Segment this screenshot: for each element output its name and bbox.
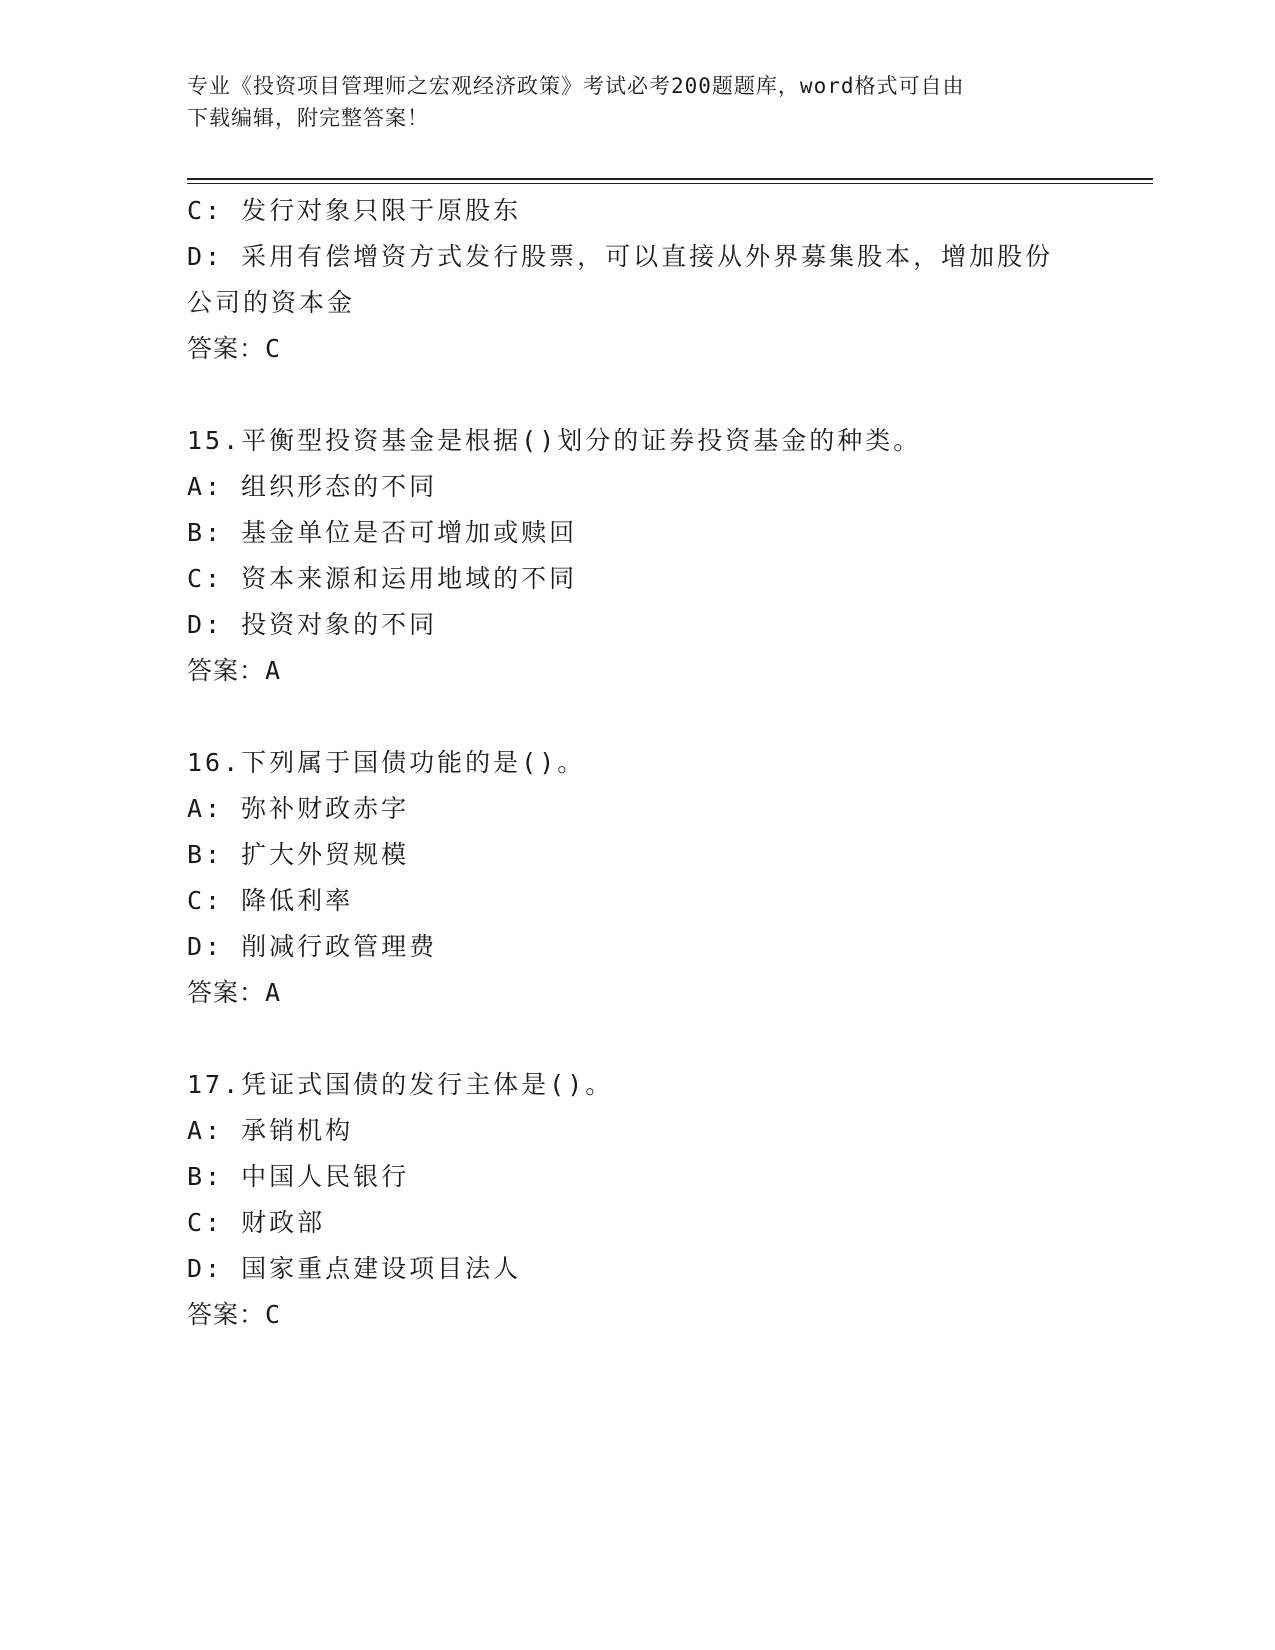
option-a: A: 承销机构 [187,1116,354,1145]
option-c: C: 发行对象只限于原股东 [187,196,522,225]
header-divider-thick [187,178,1153,180]
question-stem: 15.平衡型投资基金是根据()划分的证券投资基金的种类。 [187,426,922,455]
option-d: D: 削减行政管理费 [187,932,438,961]
question-15 [187,418,1087,694]
option-b: B: 中国人民银行 [187,1162,410,1191]
option-b: B: 扩大外贸规模 [187,840,410,869]
option-a: A: 组织形态的不同 [187,472,438,501]
option-d: D: 投资对象的不同 [187,610,438,639]
continued-question [187,188,1087,372]
option-d: D: 采用有偿增资方式发行股票，可以直接从外界募集股本，增加股份 [187,242,1054,271]
header-divider-thin [187,183,1153,184]
option-c: C: 资本来源和运用地域的不同 [187,564,578,593]
option-a: A: 弥补财政赤字 [187,794,410,823]
answer: 答案：A [187,978,282,1007]
option-d-continued: 公司的资本金 [187,288,356,317]
question-stem: 16.下列属于国债功能的是()。 [187,748,586,777]
question-16 [187,740,1087,1016]
question-stem: 17.凭证式国债的发行主体是()。 [187,1070,614,1099]
answer: 答案：C [187,334,282,363]
option-b: B: 基金单位是否可增加或赎回 [187,518,578,547]
header-line-1: 专业《投资项目管理师之宏观经济政策》考试必考200题题库，word格式可自由 [187,74,965,98]
option-d: D: 国家重点建设项目法人 [187,1254,522,1283]
document-header [187,70,1067,134]
header-line-2: 下载编辑，附完整答案！ [187,106,429,130]
option-c: C: 降低利率 [187,886,354,915]
question-17 [187,1062,1087,1338]
question-content [187,188,1087,1338]
answer: 答案：A [187,656,282,685]
answer: 答案：C [187,1300,282,1329]
option-c: C: 财政部 [187,1208,326,1237]
